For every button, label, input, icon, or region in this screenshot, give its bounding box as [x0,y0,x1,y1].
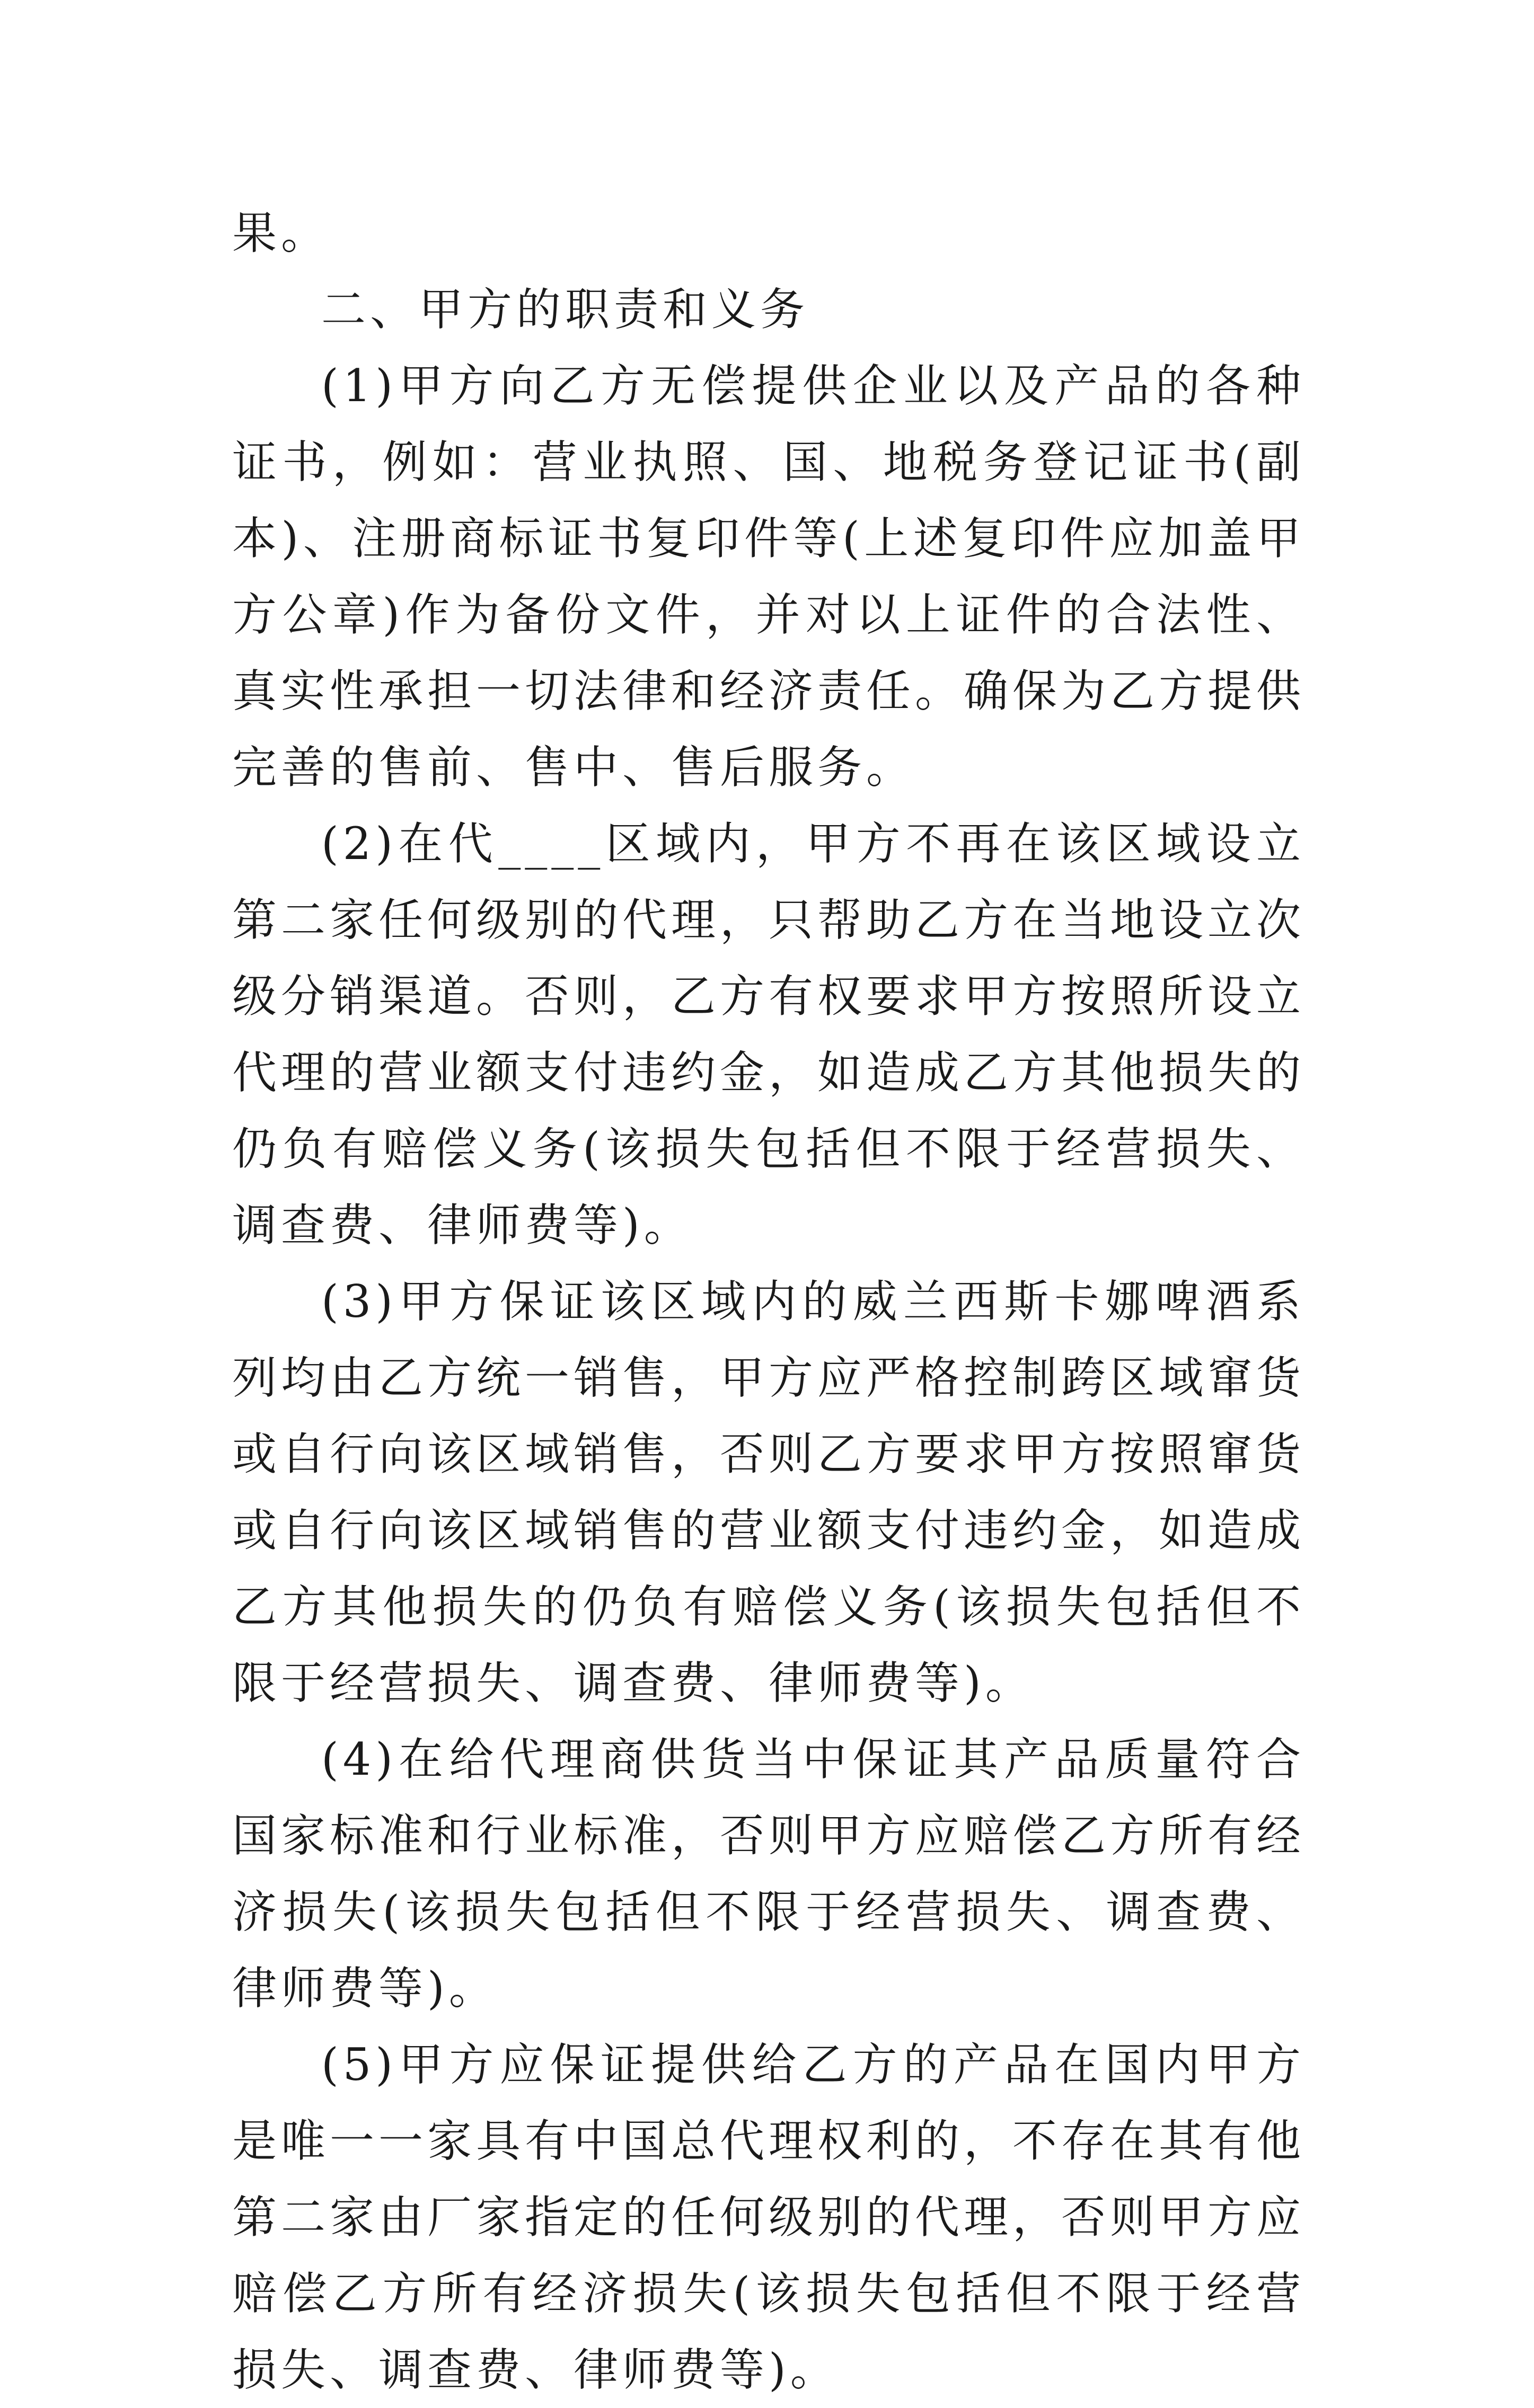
document-body [232,195,1305,2408]
clause-5: (5)甲方应保证提供给乙方的产品在国内甲方是唯一一家具有中国总代理权利的，不存在其有他第二家由厂家指定的任何级别的代理，否则甲方应赔偿乙方所有经济损失(该损失包括但不限于经营损失、调查费、律师费等)。 [232,2039,1306,2396]
clause-3: (3)甲方保证该区域内的威兰西斯卡娜啤酒系列均由乙方统一销售，甲方应严格控制跨区域窜货或自行向该区域销售，否则乙方要求甲方按照窜货或自行向该区域销售的营业额支付违约金，如造成乙方其他损失的仍负有赔偿义务(该损失包括但不限于经营损失、调查费、律师费等)。 [232,1276,1306,1709]
clause-2: (2)在代____区域内，甲方不再在该区域设立第二家任何级别的代理，只帮助乙方在当地设立次级分销渠道。否则，乙方有权要求甲方按照所设立代理的营业额支付违约金，如造成乙方其他损失的仍负有赔偿义务(该损失包括但不限于经营损失、调查费、律师费等)。 [232,818,1306,1251]
paragraph-continuation: 果。 [232,207,330,259]
clause-1: (1)甲方向乙方无偿提供企业以及产品的各种证书，例如：营业执照、国、地税务登记证书(副本)、注册商标证书复印件等(上述复印件应加盖甲方公章)作为备份文件，并对以上证件的合法性、真实性承担一切法律和经济责任。确保为乙方提供完善的售前、售中、售后服务。 [232,360,1306,793]
clause-4: (4)在给代理商供货当中保证其产品质量符合国家标准和行业标准，否则甲方应赔偿乙方所有经济损失(该损失包括但不限于经营损失、调查费、律师费等)。 [232,1733,1306,2014]
section-heading: 二、甲方的职责和义务 [321,284,809,335]
